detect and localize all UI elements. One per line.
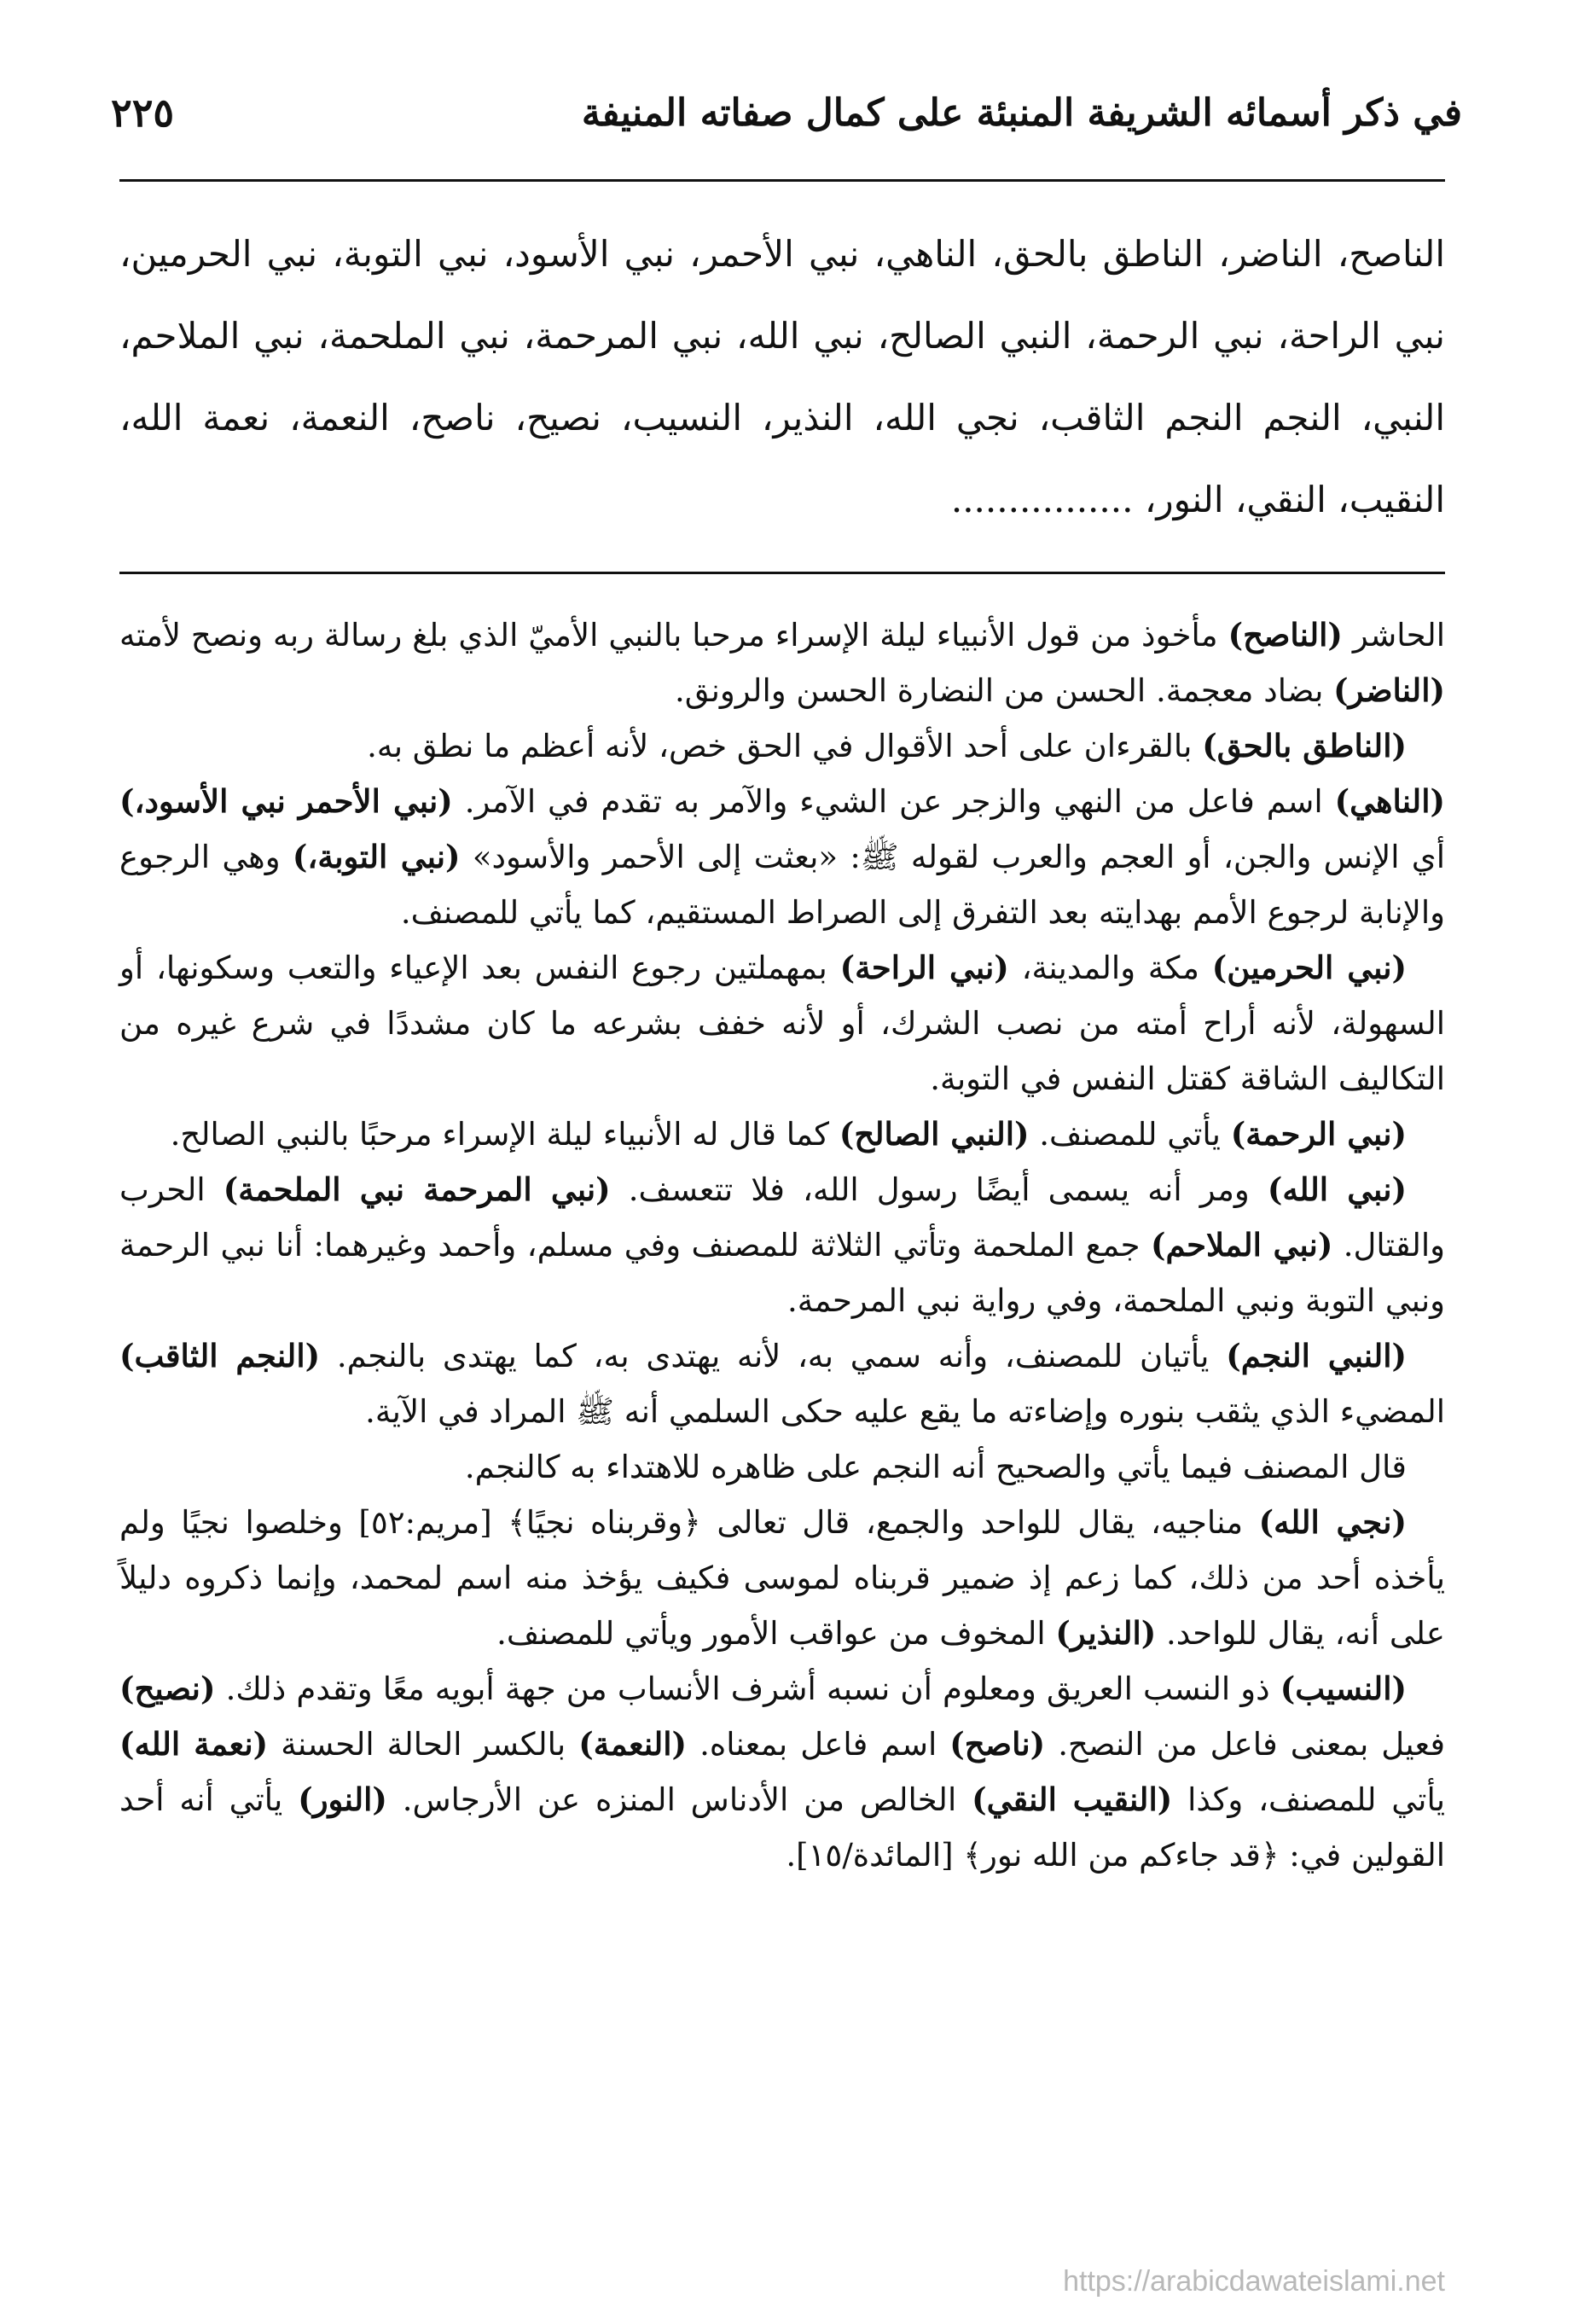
main-text <box>119 213 1445 541</box>
term: (نبي المرحمة نبي الملحمة) <box>223 1171 611 1208</box>
term: (نصيح) <box>119 1670 216 1707</box>
term: (الناصح) <box>1228 616 1343 654</box>
term: (الناهي) <box>1334 782 1445 820</box>
commentary-paragraph-8: قال المصنف فيما يأتي والصحيح أنه النجم على ظاهره للاهتداء به كالنجم. <box>464 1449 1407 1485</box>
term: (نجي الله) <box>1258 1503 1407 1541</box>
term: (نبي الحرمين) <box>1211 949 1408 986</box>
source-watermark[interactable]: https://arabicdawateislami.net <box>1063 2265 1445 2298</box>
running-header <box>111 78 1462 147</box>
commentary-paragraph-2: (الناطق بالحق) بالقرءان على أحد الأقوال في الحق خص، لأنه أعظم ما نطق به. <box>367 727 1407 764</box>
term: (نبي الله) <box>1267 1171 1408 1208</box>
term: (نبي الملاحم) <box>1150 1226 1333 1264</box>
commentary-paragraph-1: الحاشر (الناصح) مأخوذ من قول الأنبياء ليلة الإسراء مرحبا بالنبي الأميّ الذي بلغ رسالة ربه ونصح لأمته (الناضر) بضاد معجمة. الحسن من النضارة الحسن والرونق. <box>119 616 1446 709</box>
term: (نبي الأحمر نبي الأسود،) <box>119 782 453 820</box>
commentary-paragraph-9: (نجي الله) مناجيه، يقال للواحد والجمع، قال تعالى ﴿وقربناه نجيًا﴾ [مريم:٥٢] وخلصوا نجيًا ولم يأخذه أحد من ذلك، كما زعم إذ ضمير قربناه لموسى فكيف يؤخذ منه اسم لمحمد، وإنما ذكروه دليلاً على أنه، يقال للواحد. (النذير) المخوف من عواقب الأمور ويأتي للمصنف. <box>119 1503 1445 1652</box>
term: (النور) <box>298 1781 387 1818</box>
term: (نبي التوبة،) <box>292 838 461 875</box>
commentary-paragraph-5: (نبي الرحمة) يأتي للمصنف. (النبي الصالح) كما قال له الأنبياء ليلة الإسراء مرحبًا بالنبي الصالح. <box>170 1115 1407 1153</box>
main-text-dots: ................ <box>950 479 1134 520</box>
main-text-body: الناصح، الناضر، الناطق بالحق، الناهي، نبي الأحمر، نبي الأسود، نبي التوبة، نبي الحرمين، نبي الراحة، نبي الرحمة، النبي الصالح، نبي الله، نبي المرحمة، نبي الملحمة، نبي الملاحم، النبي، النجم النجم الثاقب، نجي الله، النذير، النسيب، نصيح، ناصح، النعمة، نعمة الله، النقيب، النقي، النور، <box>119 233 1445 520</box>
term: (نعمة الله) <box>119 1725 269 1763</box>
header-divider <box>119 179 1445 182</box>
commentary <box>119 607 1445 1883</box>
term: (النبي الصالح) <box>839 1115 1030 1153</box>
term: (نبي الراحة) <box>839 949 1009 986</box>
commentary-paragraph-10: (النسيب) ذو النسب العريق ومعلوم أن نسبه أشرف الأنساب من جهة أبويه معًا وتقدم ذلك. (نصيح) فعيل بمعنى فاعل من النصح. (ناصح) اسم فاعل بمعناه. (النعمة) بالكسر الحالة الحسنة (نعمة الله) يأتي للمصنف، وكذا (النقيب النقي) الخالص من الأدناس المنزه عن الأرجاس. (النور) يأتي أنه أحد القولين في: ﴿قد جاءكم من الله نور﴾ [المائدة/١٥]. <box>119 1670 1446 1874</box>
commentary-divider <box>119 572 1445 574</box>
term: (الناضر) <box>1333 671 1445 709</box>
chapter-title: في ذكر أسمائه الشريفة المنبئة على كمال صفاته المنيفة <box>581 90 1462 135</box>
page-number: ٢٢٥ <box>111 90 175 136</box>
term: (النقيب النقي) <box>972 1781 1173 1818</box>
term: (النسيب) <box>1280 1670 1407 1707</box>
term: (ناصح) <box>949 1725 1046 1763</box>
commentary-paragraph-4: (نبي الحرمين) مكة والمدينة، (نبي الراحة) بمهملتين رجوع النفس بعد الإعياء والتعب وسكونها، أو السهولة، لأنه أراح أمته من نصب الشرك، أو لأنه خفف بشرعه ما كان مشددًا في شرع غيره من التكاليف الشاقة كقتل النفس في التوبة. <box>119 949 1445 1097</box>
commentary-paragraph-6: (نبي الله) ومر أنه يسمى أيضًا رسول الله، فلا تتعسف. (نبي المرحمة نبي الملحمة) الحرب والقتال. (نبي الملاحم) جمع الملحمة وتأتي الثلاثة للمصنف وفي مسلم، وأحمد وغيرهما: أنا نبي الرحمة ونبي التوبة ونبي الملحمة، وفي رواية نبي المرحمة. <box>119 1171 1445 1319</box>
term: (الناطق بالحق) <box>1202 727 1407 764</box>
commentary-paragraph-7: (النبي النجم) يأتيان للمصنف، وأنه سمي به، لأنه يهتدى به، كما يهتدى بالنجم. (النجم الثاقب) المضيء الذي يثقب بنوره وإضاءته ما يقع عليه حكى السلمي أنه ﷺ المراد في الآية. <box>119 1337 1445 1430</box>
term: (النجم الثاقب) <box>119 1337 321 1374</box>
term: (نبي الرحمة) <box>1230 1115 1407 1153</box>
term: (النعمة) <box>578 1725 688 1763</box>
term: (النبي النجم) <box>1226 1337 1408 1374</box>
commentary-paragraph-3: (الناهي) اسم فاعل من النهي والزجر عن الشيء والآمر به تقدم في الآمر. (نبي الأحمر نبي الأسود،) أي الإنس والجن، أو العجم والعرب لقوله ﷺ: «بعثت إلى الأحمر والأسود» (نبي التوبة،) وهي الرجوع والإنابة لرجوع الأمم بهدايته بعد التفرق إلى الصراط المستقيم، كما يأتي للمصنف. <box>119 782 1446 931</box>
term: (النذير) <box>1055 1614 1157 1652</box>
